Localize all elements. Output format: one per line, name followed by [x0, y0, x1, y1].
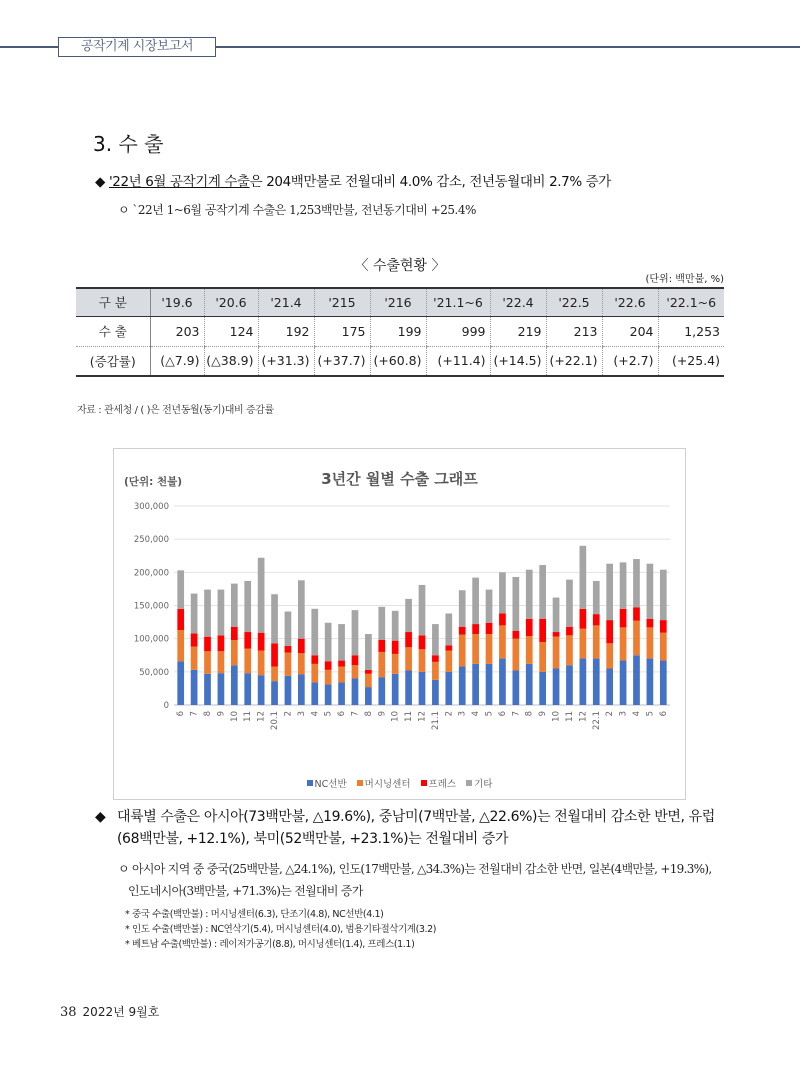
bar-segment [258, 651, 265, 676]
table-cell: (+60.8) [370, 346, 426, 376]
note-china: * 중국 수출(백만불) : 머시닝센터(6.3), 단조기(4.8), NC선반(4.1) [125, 909, 384, 920]
bar-segment [365, 670, 372, 674]
bar-segment [392, 654, 399, 674]
summary-sub-bullet: ㅇ `22년 1~6월 공작기계 수출은 1,253백만불, 전년동기대비 +25.4% [118, 203, 476, 217]
legend-label: 프레스 [428, 779, 457, 790]
table-header: '215 [314, 288, 370, 316]
bar-segment [285, 653, 292, 676]
x-tick-label: 11 [243, 711, 254, 722]
table-cell: 수 출 [76, 316, 150, 346]
bar-segment [338, 667, 345, 683]
table-header: '19.6 [150, 288, 204, 316]
table-header: '22.4 [490, 288, 546, 316]
source-note: 자료 : 관세청 / ( )은 전년동월(동기)대비 증감률 [77, 405, 274, 416]
region-bullet [95, 806, 735, 850]
bar-segment [352, 678, 359, 705]
bar-segment [512, 639, 519, 671]
x-tick-label: 21.1 [430, 711, 441, 730]
bar-segment [365, 674, 372, 687]
bar-segment [231, 640, 238, 665]
table-cell: 999 [426, 316, 490, 346]
bar-segment [258, 633, 265, 651]
x-tick-label: 12 [417, 711, 428, 722]
bar-segment [620, 627, 627, 660]
bar-segment [218, 673, 225, 705]
country-notes [125, 907, 436, 952]
x-tick-label: 12 [578, 711, 589, 722]
asia-sub-line2: 인도네시아(3백만불, +71.3%)는 전월대비 증가 [128, 884, 363, 898]
legend-item [421, 779, 457, 790]
bar-segment [365, 687, 372, 705]
bar-segment [244, 632, 251, 649]
bar-segment [392, 674, 399, 705]
legend-label: 머시닝센터 [364, 779, 411, 790]
table-cell: 124 [204, 316, 258, 346]
bar-segment [593, 625, 600, 658]
legend-swatch [307, 780, 313, 786]
bar-segment [298, 639, 305, 654]
bar-segment [419, 672, 426, 705]
bar-segment [177, 609, 184, 630]
table-cell: 1,253 [658, 316, 724, 346]
bar-segment [553, 669, 560, 705]
x-tick-label: 5 [645, 711, 656, 717]
x-tick-label: 4 [310, 711, 321, 717]
bar-segment [258, 558, 265, 633]
bar-segment [499, 613, 506, 625]
bar-segment [486, 590, 493, 623]
report-title-tab: 공작기계 시장보고서 [58, 37, 216, 57]
bar-segment [499, 572, 506, 613]
bar-segment [378, 677, 385, 705]
bar-segment [499, 625, 506, 658]
bar-segment [580, 609, 587, 629]
bar-segment [512, 631, 519, 639]
diamond-bullet-icon: ◆ [95, 174, 105, 190]
x-tick-label: 7 [511, 711, 522, 717]
bar-segment [647, 659, 654, 705]
x-tick-label: 6 [658, 711, 669, 717]
export-table [76, 287, 724, 377]
region-bullet-line1: 대륙별 수출은 아시아(73백만불, △19.6%), 중남미(7백만불, △22.6%)는 전월대비 감소한 반면, 유럽 [117, 809, 715, 825]
asia-sub-line1: ㅇ 아시아 지역 중 중국(25백만불, △24.1%), 인도(17백만불, △34.3%)는 전월대비 감소한 반면, 일본(4백만불, +19.3%), [118, 862, 712, 876]
table-header: '216 [370, 288, 426, 316]
bar-segment [486, 664, 493, 705]
table-cell: 219 [490, 316, 546, 346]
chart-unit-label: (단위: 천불) [124, 476, 183, 488]
y-tick-label: 0 [163, 701, 169, 711]
x-tick-label: 8 [203, 711, 214, 717]
bar-segment [298, 674, 305, 705]
table-header-row [76, 288, 724, 316]
bar-segment [405, 671, 412, 705]
bar-segment [566, 635, 573, 665]
bar-segment [405, 599, 412, 632]
x-tick-label: 9 [377, 711, 388, 717]
bar-segment [526, 570, 533, 619]
chart-plot [114, 449, 685, 799]
bar-segment [606, 564, 613, 620]
bar-segment [271, 681, 278, 705]
bar-segment [177, 630, 184, 661]
bar-segment [553, 637, 560, 669]
bar-segment [325, 623, 332, 661]
bar-segment [325, 670, 332, 685]
bar-segment [191, 647, 198, 670]
table-cell: 199 [370, 316, 426, 346]
note-india: * 인도 수출(백만불) : NC연삭기(5.4), 머시닝센터(4.0), 범용기타절삭기계(3.2) [125, 924, 437, 935]
bar-segment [620, 661, 627, 705]
bar-segment [660, 633, 667, 661]
x-tick-label: 10 [229, 711, 240, 722]
bar-segment [378, 640, 385, 652]
x-tick-label: 10 [390, 711, 401, 722]
bar-segment [512, 577, 519, 631]
x-tick-label: 5 [484, 711, 495, 717]
bar-segment [580, 629, 587, 659]
table-header: '21.4 [258, 288, 314, 316]
x-tick-label: 4 [471, 711, 482, 717]
bar-segment [419, 649, 426, 672]
bar-segment [352, 610, 359, 655]
bar-segment [660, 620, 667, 633]
x-tick-label: 8 [363, 711, 374, 717]
bar-segment [647, 627, 654, 658]
note-vietnam: * 베트남 수출(백만불) : 레이저가공기(8.8), 머시닝센터(1.4), 프레스(1.1) [125, 939, 415, 950]
issue-label: 2022년 9월호 [82, 1005, 160, 1019]
bar-segment [593, 581, 600, 614]
bar-segment [459, 627, 466, 635]
bar-segment [311, 664, 318, 683]
monthly-export-chart [113, 448, 686, 800]
chart-title: 3년간 월별 수출 그래프 [321, 470, 478, 488]
bar-segment [486, 634, 493, 664]
bar-segment [191, 633, 198, 646]
bar-segment [231, 665, 238, 705]
bar-segment [298, 580, 305, 638]
table-cell: 213 [546, 316, 602, 346]
diamond-bullet-icon: ◆ [95, 809, 106, 825]
table-header: '22.1~6 [658, 288, 724, 316]
bar-segment [338, 624, 345, 660]
bar-segment [231, 584, 238, 627]
bar-segment [660, 661, 667, 705]
y-tick-label: 200,000 [133, 568, 169, 579]
bar-segment [633, 607, 640, 620]
region-bullet-line2: (68백만불, +12.1%), 북미(52백만불, +23.1%)는 전월대비 증가 [117, 831, 509, 847]
bar-segment [231, 627, 238, 640]
bar-segment [472, 664, 479, 705]
bar-segment [311, 609, 318, 655]
legend-swatch [466, 780, 472, 786]
x-tick-label: 3 [618, 711, 629, 717]
table-cell: (+22.1) [546, 346, 602, 376]
bar-segment [325, 661, 332, 670]
bar-segment [432, 655, 439, 662]
x-tick-label: 3 [457, 711, 468, 717]
bar-segment [218, 635, 225, 651]
bar-segment [365, 634, 372, 670]
bar-segment [606, 669, 613, 705]
bar-segment [191, 670, 198, 705]
x-tick-label: 8 [524, 711, 535, 717]
x-tick-label: 9 [538, 711, 549, 717]
bar-segment [311, 655, 318, 664]
bar-segment [204, 590, 211, 637]
bar-segment [177, 661, 184, 705]
bar-segment [647, 564, 654, 619]
table-cell: (△7.9) [150, 346, 204, 376]
x-tick-label: 20.1 [270, 711, 281, 730]
bar-segment [445, 651, 452, 672]
x-tick-label: 6 [497, 711, 508, 717]
bar-segment [553, 632, 560, 637]
bar-segment [392, 641, 399, 654]
bar-segment [445, 645, 452, 650]
bar-segment [419, 635, 426, 649]
bar-segment [271, 594, 278, 643]
x-tick-label: 10 [551, 711, 562, 722]
bar-segment [633, 559, 640, 607]
bar-segment [204, 674, 211, 705]
bar-segment [244, 581, 251, 632]
y-tick-label: 150,000 [133, 601, 169, 612]
bar-segment [539, 619, 546, 642]
bar-segment [526, 664, 533, 705]
x-tick-label: 7 [350, 711, 361, 717]
bar-segment [512, 671, 519, 705]
legend-item [466, 779, 492, 790]
x-tick-label: 4 [631, 711, 642, 717]
table-cell: (+31.3) [258, 346, 314, 376]
table-cell: (+37.7) [314, 346, 370, 376]
bar-segment [352, 665, 359, 678]
y-tick-label: 50,000 [139, 667, 169, 678]
table-cell: (+2.7) [602, 346, 658, 376]
bar-segment [553, 598, 560, 632]
table-header: '22.5 [546, 288, 602, 316]
legend-swatch [421, 780, 427, 786]
bar-segment [445, 672, 452, 705]
chart-legend [114, 776, 685, 790]
bar-segment [526, 636, 533, 664]
page-footer [60, 1003, 159, 1020]
table-cell: 192 [258, 316, 314, 346]
table-header: '22.6 [602, 288, 658, 316]
x-tick-label: 2 [605, 711, 616, 717]
bar-segment [311, 682, 318, 705]
bar-segment [204, 651, 211, 674]
y-tick-label: 250,000 [133, 535, 169, 546]
legend-label: 기타 [474, 779, 493, 790]
x-tick-label: 6 [337, 711, 348, 717]
bar-segment [606, 620, 613, 643]
x-tick-label: 22.1 [591, 711, 602, 730]
x-tick-label: 2 [444, 711, 455, 717]
bar-segment [392, 611, 399, 641]
bar-segment [566, 580, 573, 627]
bar-segment [378, 607, 385, 640]
legend-item [357, 779, 411, 790]
bar-segment [620, 609, 627, 628]
bar-segment [539, 642, 546, 672]
bar-segment [405, 632, 412, 647]
bar-segment [472, 624, 479, 634]
table-header: '21.1~6 [426, 288, 490, 316]
x-tick-label: 11 [564, 711, 575, 722]
bar-segment [633, 621, 640, 655]
table-title: 〈 수출현황 〉 [354, 258, 446, 274]
bar-segment [526, 619, 533, 636]
x-tick-label: 6 [176, 711, 187, 717]
table-cell: (△38.9) [204, 346, 258, 376]
bar-segment [338, 661, 345, 667]
table-cell: (증감률) [76, 346, 150, 376]
bar-segment [177, 570, 184, 608]
bar-segment [271, 667, 278, 682]
x-tick-label: 5 [323, 711, 334, 717]
bar-segment [459, 590, 466, 626]
summary-bullet [95, 170, 611, 190]
bar-segment [285, 611, 292, 645]
bar-segment [352, 655, 359, 665]
bar-segment [593, 614, 600, 625]
bar-segment [432, 680, 439, 705]
table-row-exports [76, 316, 724, 346]
summary-rest: 은 204백만불로 전월대비 4.0% 감소, 전년동월대비 2.7% 증가 [249, 174, 611, 190]
bar-segment [405, 647, 412, 670]
bar-segment [218, 590, 225, 636]
legend-label: NC선반 [314, 779, 347, 790]
bar-segment [258, 675, 265, 705]
bar-segment [566, 627, 573, 636]
bar-segment [445, 613, 452, 645]
bar-segment [472, 578, 479, 624]
y-tick-label: 300,000 [133, 502, 169, 512]
bar-segment [593, 659, 600, 705]
legend-item [307, 779, 347, 790]
x-tick-label: 9 [216, 711, 227, 717]
bar-segment [325, 684, 332, 705]
x-tick-label: 3 [296, 711, 307, 717]
bar-segment [647, 619, 654, 628]
x-tick-label: 11 [404, 711, 415, 722]
bar-segment [244, 649, 251, 674]
bar-segment [580, 546, 587, 609]
bar-segment [285, 646, 292, 653]
bar-segment [486, 623, 493, 634]
bar-segment [539, 672, 546, 705]
summary-underlined: '22년 6월 공작기계 수출 [108, 174, 250, 190]
bar-segment [606, 643, 613, 668]
bar-segment [633, 655, 640, 705]
bar-segment [472, 634, 479, 664]
table-cell: 203 [150, 316, 204, 346]
bar-segment [432, 624, 439, 655]
table-header: 구 분 [76, 288, 150, 316]
bar-segment [499, 659, 506, 705]
x-tick-label: 2 [283, 711, 294, 717]
legend-swatch [357, 780, 363, 786]
x-tick-label: 12 [256, 711, 267, 722]
bar-segment [620, 562, 627, 608]
bar-segment [271, 643, 278, 666]
table-cell: 204 [602, 316, 658, 346]
bar-segment [218, 651, 225, 673]
bar-segment [660, 570, 667, 620]
table-header: '20.6 [204, 288, 258, 316]
bar-segment [244, 673, 251, 705]
table-cell: 175 [314, 316, 370, 346]
bar-segment [419, 585, 426, 635]
bar-segment [580, 659, 587, 705]
bar-segment [459, 667, 466, 705]
bar-segment [338, 682, 345, 705]
bar-segment [566, 665, 573, 705]
bar-segment [378, 652, 385, 677]
bar-segment [204, 637, 211, 652]
bar-segment [459, 635, 466, 667]
table-row-growth [76, 346, 724, 376]
table-cell: (+11.4) [426, 346, 490, 376]
bar-segment [432, 662, 439, 680]
table-cell: (+25.4) [658, 346, 724, 376]
bar-segment [285, 676, 292, 705]
page-number: 38 [60, 1005, 77, 1020]
asia-sub-bullet [118, 858, 711, 902]
table-unit: (단위: 백만불, %) [645, 274, 724, 285]
bar-segment [191, 594, 198, 634]
bar-segment [539, 565, 546, 619]
y-tick-label: 100,000 [133, 634, 169, 645]
table-cell: (+14.5) [490, 346, 546, 376]
x-tick-label: 7 [189, 711, 200, 717]
bar-segment [298, 653, 305, 674]
section-title: 3. 수 출 [93, 132, 164, 156]
